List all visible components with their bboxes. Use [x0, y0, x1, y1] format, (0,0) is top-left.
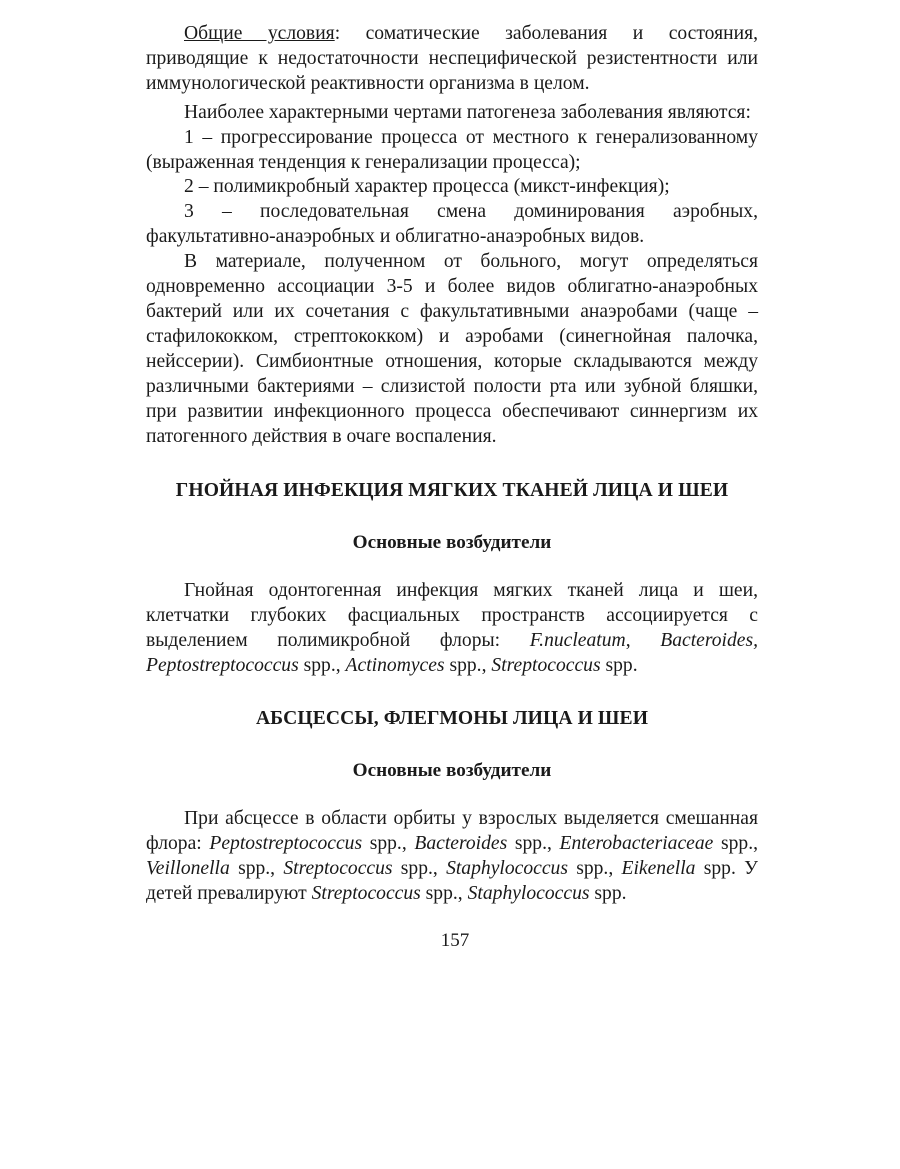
- general-conditions-text: : соматические заболевания и состояния, приводящие к недостаточности неспецифической резистентности или иммунологической реактивности организма в целом.: [146, 23, 758, 94]
- separator: spp.: [589, 882, 627, 904]
- separator: spp.,: [362, 832, 415, 854]
- organism-name: Veillonella: [146, 857, 230, 879]
- document-page: [146, 22, 758, 953]
- list-item-2: 2 – полимикробный характер процесса (микст-инфекция);: [184, 176, 670, 198]
- organism-name: Peptostreptococcus: [209, 832, 363, 854]
- separator: spp.,: [713, 832, 758, 854]
- abscess-paragraph: [146, 807, 758, 907]
- material-paragraph: В материале, полученном от больного, могут определяться одновременно ассоциации 3-5 и более видов облигатно-анаэробных бактерий или их сочетания с факультативными анаэробами (чаще – стафилококком, стрептококком) и аэробами (синегнойная палочка, нейссерии). Симбионтные отношения, которые складываются между различными бактериями – слизистой полости рта или зубной бляшки, при развитии инфекционного процесса обеспечивают синнергизм их патогенного действия в очаге воспаления.: [146, 251, 758, 447]
- general-conditions-label: Общие условия: [184, 23, 335, 44]
- separator: spp.,: [567, 857, 622, 879]
- abscess-text: При абсцессе в области орбиты у взрослых выделяется смешанная флора:: [146, 808, 758, 854]
- separator: spp.,: [298, 655, 346, 677]
- separator: spp. У детей превалируют: [146, 857, 758, 904]
- soft-tissue-text: Гнойная одонтогенная инфекция мягких тканей лица и шеи, клетчатки глубоких фасциальных пространств ассоциируется с выделением полимикробной флоры:: [146, 580, 758, 652]
- separator: ,: [625, 630, 661, 652]
- organism-name: Actinomyces: [345, 655, 445, 677]
- organism-name: Staphylococcus: [467, 882, 590, 904]
- organism-name: Eikenella: [621, 857, 696, 879]
- separator: spp.,: [392, 857, 447, 879]
- section-title-abscesses: АБСЦЕССЫ, ФЛЕГМОНЫ ЛИЦА И ШЕИ: [255, 708, 649, 730]
- page-number: 157: [440, 929, 470, 951]
- organism-name: Streptococcus: [283, 857, 393, 879]
- section-title-soft-tissue-infection: ГНОЙНАЯ ИНФЕКЦИЯ МЯГКИХ ТКАНЕЙ ЛИЦА И ШЕИ: [175, 480, 729, 502]
- organism-name: Streptococcus: [311, 882, 421, 904]
- pathogenesis-intro: Наиболее характерными чертами патогенеза заболевания являются:: [184, 101, 751, 123]
- list-item-1: 1 – прогрессирование процесса от местного к генерализованному (выраженная тенденция к генерализации процесса);: [146, 126, 758, 173]
- separator: spp.,: [444, 655, 492, 677]
- organism-name: F.nucleatum: [529, 630, 626, 652]
- organism-name: Staphylococcus: [446, 857, 568, 879]
- separator: spp.: [600, 655, 638, 677]
- soft-tissue-paragraph: [146, 579, 758, 679]
- organism-name: Bacteroides, Peptostreptococcus: [146, 630, 758, 677]
- organism-name: Bacteroides: [414, 832, 508, 854]
- separator: spp.,: [507, 832, 560, 854]
- list-item-3: 3 – последовательная смена доминирования аэробных, факультативно-анаэробных и облигатно-анаэробных видов.: [146, 201, 758, 248]
- section-subtitle-pathogens-1: Основные возбудители: [352, 532, 552, 554]
- separator: spp.,: [229, 857, 284, 879]
- organism-name: Streptococcus: [491, 655, 601, 677]
- section-subtitle-pathogens-2: Основные возбудители: [352, 760, 552, 782]
- organism-name: Enterobacteriaceae: [559, 832, 714, 854]
- separator: spp.,: [420, 882, 468, 904]
- general-conditions-paragraph: [146, 22, 758, 97]
